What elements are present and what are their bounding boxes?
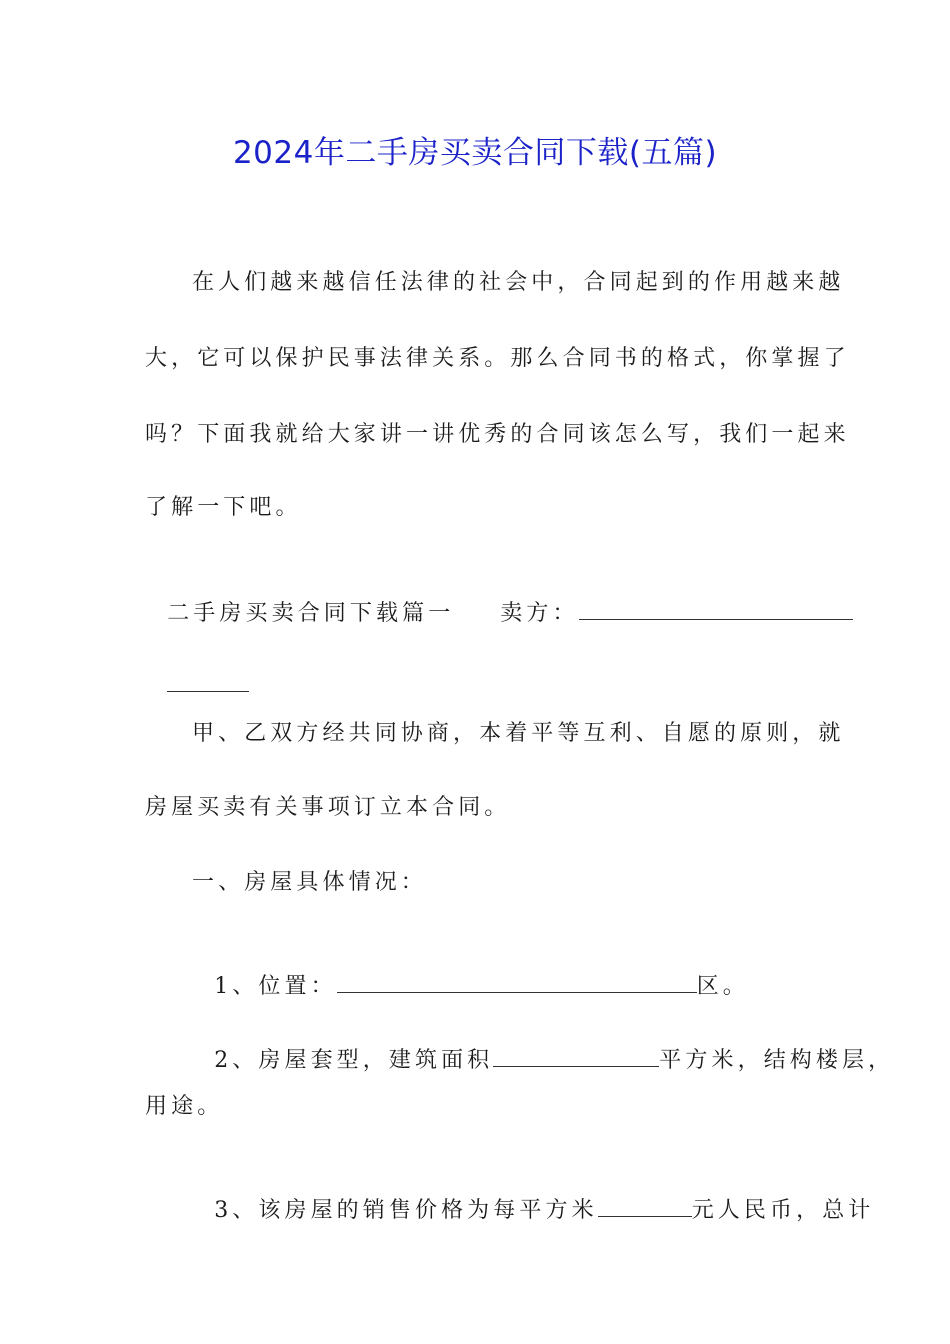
item1-row [192,942,749,1002]
seller-blank-continued [167,671,249,692]
area-suffix: 平方米，结构楼层， [659,1048,895,1073]
location-label: 1、位置： [214,974,337,999]
document-title: 2024年二手房买卖合同下载(五篇) [232,135,718,171]
price-label: 3、该房屋的销售价格为每平方米 [214,1198,598,1223]
intro-line-1: 在人们越来越信任法律的社会中，合同起到的作用越来越 [192,270,845,295]
item2-row [192,1016,894,1076]
seller-blank-cont-row [145,641,249,701]
item-heading: 一、房屋具体情况： [192,870,427,895]
area-label: 2、房屋套型，建筑面积 [214,1048,494,1073]
section-heading-row [145,569,853,629]
location-blank [337,972,697,993]
seller-blank [579,599,853,620]
section-heading: 二手房买卖合同下载篇一 [167,601,455,626]
district-suffix: 区。 [696,974,749,999]
seller-label: 卖方： [500,601,579,626]
item2-cont: 用途。 [145,1094,224,1119]
intro-line-2: 大，它可以保护民事法律关系。那么合同书的格式，你掌握了 [145,346,850,371]
intro-line-3: 吗？下面我就给大家讲一讲优秀的合同该怎么写，我们一起来 [145,422,850,447]
area-blank [493,1046,659,1067]
price-suffix: 元人民币，总计 [691,1198,875,1223]
price-blank [598,1196,692,1217]
para1-line-1: 甲、乙双方经共同协商，本着平等互利、自愿的原则，就 [192,721,845,746]
item3-row [192,1166,874,1226]
intro-line-4: 了解一下吧。 [145,495,302,520]
para1-line-2: 房屋买卖有关事项订立本合同。 [145,795,511,820]
